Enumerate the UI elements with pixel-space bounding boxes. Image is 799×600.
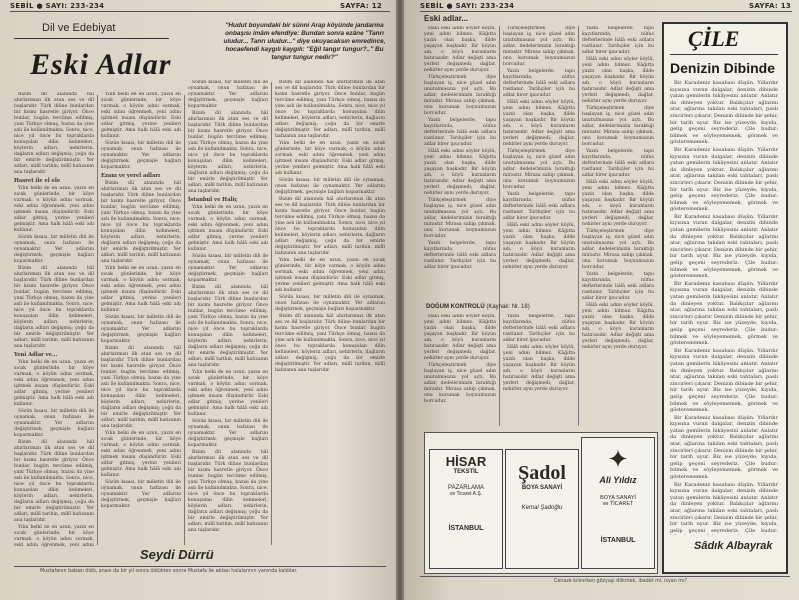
ad-hisar: HİSAR TEKSTİL PAZARLAMA ve Ticaret A.Ş. İSTANBUL <box>429 449 503 569</box>
right-page-footer: Cenaze kılınırken gözyaşı dökmek, ibadet mi, isyan mı? <box>554 579 687 584</box>
ad-ali-yildiz: ✦ Ali Yıldız BOYA SANAYİ ve TİCARET İSTANBUL <box>581 437 655 569</box>
continued-title: Eski adlar... <box>424 14 469 23</box>
cile-text: Bir Karadeniz kasabası düşün. Yıllardır kıyısına vuran dalgalar, denizin dibinde yatan gemilerin hikâyesini anlatır. Anlatır da dinleyen yoktur. Balıkçılar ağlarını atar, ağlarına takılan eski tahtaları, paslı zincirleri çıkarır. Denizin dibinde bir şehir, bir tarih uyur. Biz ise yüzeyde, kıyıda, gelip geçeni seyrederiz. Çile budur: bilmek ve söyleyememek, görmek ve gösterememek. Bir Karadeniz kasabası düşün. Yıllardır kıyısına vuran dalgalar, denizin dibinde yatan gemilerin hikâyesini anlatır. Anlatır da dinleyen yoktur. Balıkçılar ağlarını atar, ağlarına takılan eski tahtaları, paslı zincirleri çıkarır. Denizin dibinde bir şehir, bir tarih uyur. Biz ise yüzeyde, kıyıda, gelip geçeni seyrederiz. Çile budur: bilmek ve söyleyememek, görmek ve gösterememek. Bir Karadeniz kasabası düşün. Yıllardır kıyısına vuran dalgalar, denizin dibinde yatan gemilerin hikâyesini anlatır. Anlatır da dinleyen yoktur. Balıkçılar ağlarını atar, ağlarına takılan eski tahtaları, paslı zincirleri çıkarır. Denizin dibinde bir şehir, bir tarih uyur. Biz ise yüzeyde, kıyıda, gelip geçeni seyrederiz. Çile budur: bilmek ve söyleyememek, görmek ve gösterememek. Bir Karadeniz kasabası düşün. Yıllardır kıyısına vuran dalgalar, denizin dibinde yatan gemilerin hikâyesini anlatır. Anlatır da dinleyen yoktur. Balıkçılar ağlarını atar, ağlarına takılan eski tahtaları, paslı zincirleri çıkarır. Denizin dibinde bir şehir, bir tarih uyur. Biz ise yüzeyde, kıyıda, gelip geçeni seyrederiz. Çile budur: bilmek ve söyleyememek, görmek ve gösterememek. Bir Karadeniz kasabası düşün. Yıllardır kıyısına vuran dalgalar, denizin dibinde yatan gemilerin hikâyesini anlatır. Anlatır da dinleyen yoktur. Balıkçılar ağlarını atar, ağlarına takılan eski tahtaları, paslı zincirleri çıkarır. Denizin dibinde bir şehir, bir tarih uyur. Biz ise yüzeyde, kıyıda, gelip geçeni seyrederiz. Çile budur: bilmek ve söyleyememek, görmek ve gösterememek. Bir Karadeniz kasabası düşün. Yıllardır kıyısına vuran dalgalar, denizin dibinde yatan gemilerin hikâyesini anlatır. Anlatır da dinleyen yoktur. Balıkçılar ağlarını atar, ağlarına takılan eski tahtaları, paslı zincirleri çıkarır. Denizin dibinde bir şehir, bir tarih uyur. Biz ise yüzeyde, kıyıda, gelip geçeni seyrederiz. Çile budur: bilmek ve söyleyememek, görmek ve gösterememek. Bir Karadeniz kasabası düşün. Yıllardır kıyısına vuran dalgalar, denizin dibinde yatan gemilerin hikâyesini anlatır. Anlatır da dinleyen yoktur. Balıkçılar ağlarını atar, ağlarına takılan eski tahtaları, paslı zincirleri çıkarır. Denizin dibinde bir şehir, bir tarih uyur. Biz ise yüzeyde, kıyıda, gelip geçeni seyrederiz. Çile budur: <box>670 80 778 534</box>
column-divider <box>184 95 185 545</box>
section-label: Dil ve Edebiyat <box>42 22 116 34</box>
column-divider <box>97 95 98 545</box>
left-page-header: SEBİL ● SAYI: 233-234 <box>10 2 105 10</box>
cile-label: ÇİLE <box>688 26 740 51</box>
text-column-5: Hâlâ eski adını söyler köylü, yeni adını bilmez. Kâğıtta yazılı olan başka, dilde yaşayan başkadır. Bir köyün adı, o köyü kuranların hatırasıdır. Adlar değişti ama yerleri değişmedi; dağlar, nehirler aynı yerde duruyor. Türkçeleştirmek diye başlayan iş, nice güzel adın unutulmasına yol açtı. Bu adlar, dedelerimizin bıraktığı mirastır. Mirasa sahip çıkmak, onu korumak boynumuzun borcudur. Yazılı belgelerde, tapu kayıtlarında, nüfus defterlerinde hâlâ eski adlara rastlanır. Tarihçiler için bu adlar birer ipucudur. Hâlâ eski adını söyler köylü, yeni adını bilmez. Kâğıtta yazılı olan başka, dilde yaşayan başkadır. Bir köyün adı, o köyü kuranların hatırasıdır. Adlar değişti ama yerleri değişmedi; dağlar, nehirler aynı yerde duruyor. Türkçeleştirmek diye başlayan iş, nice güzel adın unutulmasına yol açtı. Bu adlar, dedelerimizin bıraktığı mirastır. Mirasa sahip çıkmak, onu korumak boynumuzun borcudur. Yazılı belgelerde, tapu kayıtlarında, nüfus defterlerinde hâlâ eski adlara rastlanır. Tarihçiler için bu adlar birer ipucudur. <box>424 26 496 270</box>
right-page-header: SEBİL ● SAYI: 233-234 <box>420 2 515 10</box>
text-column-1: Bizim dil alanında hâl ahırlarımızı ilk atan ses ve dil başlarıdır. Türk diline bunlardan bir kısmı hasretle giriyor. Önce bunlar, bugün tercüme edilmiş, yani Türkçe olmuş, bazısı da yine aslı ile kullanılmakta. Sonra, nice, nice yıl önce bu topraklarda konuşulan dilin kelimeleri, köylerin adları, nehirlerin, dağların adları değişmiş; çoğu da bir emirle değiştirilmiştir. Yer adları, millî tarihin, millî hafızanın ana taşlarıdır. Hasret ile el ele Yılın belki de en uzun, yazın en sıcak günlerinde, bir köye varmak, o köyün adını sormak, eski adını öğrenmek, yeni adını işitmek insanı düşündürür. Eski adlar gitmiş, yerine yenileri gelmiştir. Ama halk hâlâ eski adı kullanır. Sözün kısası, bir milletin dili ile oynamak, onun hafızası ile oynamaktır. Yer adlarını değiştirmek, geçmişle bağları koparmaktır. Bizim dil alanında hâl ahırlarımızı ilk atan ses ve dil başlarıdır. Türk diline bunlardan bir kısmı hasretle giriyor. Önce bunlar, bugün tercüme edilmiş, yani Türkçe olmuş, bazısı da yine aslı ile kullanılmakta. Sonra, nice, nice yıl önce bu topraklarda konuşulan dilin kelimeleri, köylerin adları, nehirlerin, dağların adları değişmiş; çoğu da bir emirle değiştirilmiştir. Yer adları, millî tarihin, millî hafızanın ana taşlarıdır. Yeni Adlar ve... Yılın belki de en uzun, yazın en sıcak günlerinde, bir köye varmak, o köyün adını sormak, eski adını öğrenmek, yeni adını işitmek insanı düşündürür. Eski adlar gitmiş, yerine yenileri gelmiştir. Ama halk hâlâ eski adı kullanır. Sözün kısası, bir milletin dili ile oynamak, onun hafızası ile oynamaktır. Yer adlarını değiştirmek, geçmişle bağları koparmaktır. Bizim dil alanında hâl ahırlarımızı ilk atan ses ve dil başlarıdır. Türk diline bunlardan bir kısmı hasretle giriyor. Önce bunlar, bugün tercüme edilmiş, yani Türkçe olmuş, bazısı da yine aslı ile kullanılmakta. Sonra, nice, nice yıl önce bu topraklarda konuşulan dilin kelimeleri, köylerin adları, nehirlerin, dağların adları değişmiş; çoğu da bir emirle değiştirilmiştir. Yer adları, millî tarihin, millî hafızanın ana taşlarıdır. Yılın belki de en uzun, yazın en sıcak günlerinde, bir köye varmak, o köyün adını sormak, eski adını öğrenmek, yeni adını <box>14 92 94 547</box>
section-rule <box>14 38 169 39</box>
article-title: Eski Adlar <box>30 48 172 81</box>
right-page <box>404 0 799 600</box>
subhead-dogum-kontrolu: DOĞUM KONTROLÜ (Kaynak: Nr. 18) <box>426 304 530 310</box>
footer-rule <box>14 566 386 567</box>
ad-sadol: Şadol BOYA SANAYİ Kemal Şadoğlu <box>505 449 579 569</box>
star-logo-icon: ✦ <box>607 444 629 474</box>
subhead: Hasret ile el ele <box>14 178 61 184</box>
header-rule <box>10 11 390 12</box>
text-column-3: Sözün kısası, bir milletin dili ile oynamak, onun hafızası ile oynamaktır. Yer adlarını değiştirmek, geçmişle bağları koparmaktır. Bizim dil alanında hâl ahırlarımızı ilk atan ses ve dil başlarıdır. Türk diline bunlardan bir kısmı hasretle giriyor. Önce bunlar, bugün tercüme edilmiş, yani Türkçe olmuş, bazısı da yine aslı ile kullanılmakta. Sonra, nice, nice yıl önce bu topraklarda konuşulan dilin kelimeleri, köylerin adları, nehirlerin, dağların adları değişmiş; çoğu da bir emirle değiştirilmiştir. Yer adları, millî tarihin, millî hafızanın ana taşlarıdır. İstanbul ve Haliç Yılın belki de en uzun, yazın en sıcak günlerinde, bir köye varmak, o köyün adını sormak, eski adını öğrenmek, yeni adını işitmek insanı düşündürür. Eski adlar gitmiş, yerine yenileri gelmiştir. Ama halk hâlâ eski adı kullanır. Sözün kısası, bir milletin dili ile oynamak, onun hafızası ile oynamaktır. Yer adlarını değiştirmek, geçmişle bağları koparmaktır. Bizim dil alanında hâl ahırlarımızı ilk atan ses ve dil başlarıdır. Türk diline bunlardan bir kısmı hasretle giriyor. Önce bunlar, bugün tercüme edilmiş, yani Türkçe olmuş, bazısı da yine aslı ile kullanılmakta. Sonra, nice, nice yıl önce bu topraklarda konuşulan dilin kelimeleri, köylerin adları, nehirlerin, dağların adları değişmiş; çoğu da bir emirle değiştirilmiştir. Yer adları, millî tarihin, millî hafızanın ana taşlarıdır. Yılın belki de en uzun, yazın en sıcak günlerinde, bir köye varmak, o köyün adını sormak, eski adını öğrenmek, yeni adını işitmek insanı düşündürür. Eski adlar gitmiş, yerine yenileri gelmiştir. Ama halk hâlâ eski adı kullanır. Sözün kısası, bir milletin dili ile oynamak, onun hafızası ile oynamaktır. Yer adlarını değiştirmek, geçmişle bağları koparmaktır. Bizim dil alanında hâl ahırlarımızı ilk atan ses ve dil başlarıdır. Türk diline bunlardan bir kısmı hasretle giriyor. Önce bunlar, bugün tercüme edilmiş, yani Türkçe olmuş, bazısı da yine aslı ile kullanılmakta. Sonra, nice, nice yıl önce bu topraklarda konuşulan dilin kelimeleri, köylerin adları, nehirlerin, dağların adları değişmiş; çoğu da bir emirle değiştirilmiştir. Yer adları, millî tarihin, millî hafızanın ana taşlarıdır. <box>188 80 268 533</box>
column-divider <box>271 82 272 545</box>
text-column-8: Hâlâ eski adını söyler köylü, yeni adını bilmez. Kâğıtta yazılı olan başka, dilde yaşayan başkadır. Bir köyün adı, o köyü kuranların hatırasıdır. Adlar değişti ama yerleri değişmedi; dağlar, nehirler aynı yerde duruyor. Türkçeleştirmek diye başlayan iş, nice güzel adın unutulmasına yol açtı. Bu adlar, dedelerimizin bıraktığı mirastır. Mirasa sahip çıkmak, onu korumak boynumuzun borcudur. <box>424 314 496 404</box>
column-divider <box>499 26 500 426</box>
text-column-9: Yazılı belgelerde, tapu kayıtlarında, nüfus defterlerinde hâlâ eski adlara rastlanır. Tarihçiler için bu adlar birer ipucudur. Hâlâ eski adını söyler köylü, yeni adını bilmez. Kâğıtta yazılı olan başka, dilde yaşayan başkadır. Bir köyün adı, o köyü kuranların hatırasıdır. Adlar değişti ama yerleri değişmedi; dağlar, nehirler aynı yerde duruyor. <box>503 314 575 392</box>
footer-rule <box>420 576 790 577</box>
advertisement-block <box>424 432 658 574</box>
cile-rule <box>670 54 778 55</box>
subhead: Yeni Adlar ve... <box>14 352 58 358</box>
pull-quote: "Hudut boyundaki bir sünni Arap köyünde jandarma onbaşısı imâm efendiye: Bundan sonra ezâne ''Tanrı uludur... Tanrı uludur...'' diye okuyacaksın emredince, hocaefendi kaygılı kaygılı: ''Eğil tangır tungur?..'' Bu tangur tungur nedir?" <box>223 22 386 61</box>
subhead: Ezanı ve yerel adları <box>101 173 161 179</box>
text-column-6: Türkçeleştirmek diye başlayan iş, nice güzel adın unutulmasına yol açtı. Bu adlar, dedelerimizin bıraktığı mirastır. Mirasa sahip çıkmak, onu korumak boynumuzun borcudur. Yazılı belgelerde, tapu kayıtlarında, nüfus defterlerinde hâlâ eski adlara rastlanır. Tarihçiler için bu adlar birer ipucudur. Hâlâ eski adını söyler köylü, yeni adını bilmez. Kâğıtta yazılı olan başka, dilde yaşayan başkadır. Bir köyün adı, o köyü kuranların hatırasıdır. Adlar değişti ama yerleri değişmedi; dağlar, nehirler aynı yerde duruyor. Türkçeleştirmek diye başlayan iş, nice güzel adın unutulmasına yol açtı. Bu adlar, dedelerimizin bıraktığı mirastır. Mirasa sahip çıkmak, onu korumak boynumuzun borcudur. Yazılı belgelerde, tapu kayıtlarında, nüfus defterlerinde hâlâ eski adlara rastlanır. Tarihçiler için bu adlar birer ipucudur. Hâlâ eski adını söyler köylü, yeni adını bilmez. Kâğıtta yazılı olan başka, dilde yaşayan başkadır. Bir köyün adı, o köyü kuranların hatırasıdır. Adlar değişti ama yerleri değişmedi; dağlar, nehirler aynı yerde duruyor. <box>503 26 575 270</box>
subhead: İstanbul ve Haliç <box>188 197 238 203</box>
page-gutter <box>396 0 404 600</box>
text-column-4: Bizim dil alanında hâl ahırlarımızı ilk atan ses ve dil başlarıdır. Türk diline bunlardan bir kısmı hasretle giriyor. Önce bunlar, bugün tercüme edilmiş, yani Türkçe olmuş, bazısı da yine aslı ile kullanılmakta. Sonra, nice, nice yıl önce bu topraklarda konuşulan dilin kelimeleri, köylerin adları, nehirlerin, dağların adları değişmiş; çoğu da bir emirle değiştirilmiştir. Yer adları, millî tarihin, millî hafızanın ana taşlarıdır. Yılın belki de en uzun, yazın en sıcak günlerinde, bir köye varmak, o köyün adını sormak, eski adını öğrenmek, yeni adını işitmek insanı düşündürür. Eski adlar gitmiş, yerine yenileri gelmiştir. Ama halk hâlâ eski adı kullanır. Sözün kısası, bir milletin dili ile oynamak, onun hafızası ile oynamaktır. Yer adlarını değiştirmek, geçmişle bağları koparmaktır. Bizim dil alanında hâl ahırlarımızı ilk atan ses ve dil başlarıdır. Türk diline bunlardan bir kısmı hasretle giriyor. Önce bunlar, bugün tercüme edilmiş, yani Türkçe olmuş, bazısı da yine aslı ile kullanılmakta. Sonra, nice, nice yıl önce bu topraklarda konuşulan dilin kelimeleri, köylerin adları, nehirlerin, dağların adları değişmiş; çoğu da bir emirle değiştirilmiştir. Yer adları, millî tarihin, millî hafızanın ana taşlarıdır. Yılın belki de en uzun, yazın en sıcak günlerinde, bir köye varmak, o köyün adını sormak, eski adını öğrenmek, yeni adını işitmek insanı düşündürür. Eski adlar gitmiş, yerine yenileri gelmiştir. Ama halk hâlâ eski adı kullanır. Sözün kısası, bir milletin dili ile oynamak, onun hafızası ile oynamaktır. Yer adlarını değiştirmek, geçmişle bağları koparmaktır. Bizim dil alanında hâl ahırlarımızı ilk atan ses ve dil başlarıdır. Türk diline bunlardan bir kısmı hasretle giriyor. Önce bunlar, bugün tercüme edilmiş, yani Türkçe olmuş, bazısı da yine aslı ile kullanılmakta. Sonra, nice, nice yıl önce bu topraklarda konuşulan dilin kelimeleri, köylerin adları, nehirlerin, dağların adları değişmiş; çoğu da bir emirle değiştirilmiştir. Yer adları, millî tarihin, millî hafızanın ana taşlarıdır. <box>275 80 385 373</box>
text-column-7: Yazılı belgelerde, tapu kayıtlarında, nüfus defterlerinde hâlâ eski adlara rastlanır. Tarihçiler için bu adlar birer ipucudur. Hâlâ eski adını söyler köylü, yeni adını bilmez. Kâğıtta yazılı olan başka, dilde yaşayan başkadır. Bir köyün adı, o köyü kuranların hatırasıdır. Adlar değişti ama yerleri değişmedi; dağlar, nehirler aynı yerde duruyor. Türkçeleştirmek diye başlayan iş, nice güzel adın unutulmasına yol açtı. Bu adlar, dedelerimizin bıraktığı mirastır. Mirasa sahip çıkmak, onu korumak boynumuzun borcudur. Yazılı belgelerde, tapu kayıtlarında, nüfus defterlerinde hâlâ eski adlara rastlanır. Tarihçiler için bu adlar birer ipucudur. Hâlâ eski adını söyler köylü, yeni adını bilmez. Kâğıtta yazılı olan başka, dilde yaşayan başkadır. Bir köyün adı, o köyü kuranların hatırasıdır. Adlar değişti ama yerleri değişmedi; dağlar, nehirler aynı yerde duruyor. Türkçeleştirmek diye başlayan iş, nice güzel adın unutulmasına yol açtı. Bu adlar, dedelerimizin bıraktığı mirastır. Mirasa sahip çıkmak, onu korumak boynumuzun borcudur. Yazılı belgelerde, tapu kayıtlarında, nüfus defterlerinde hâlâ eski adlara rastlanır. Tarihçiler için bu adlar birer ipucudur. Hâlâ eski adını söyler köylü, yeni adını bilmez. Kâğıtta yazılı olan başka, dilde yaşayan başkadır. Bir köyün adı, o köyü kuranların hatırasıdır. Adlar değişti ama yerleri değişmedi; dağlar, nehirler aynı yerde duruyor. <box>582 26 654 350</box>
column-divider <box>578 26 579 426</box>
author-signature: Seydi Dürrü <box>140 547 214 562</box>
header-rule <box>420 11 792 12</box>
left-page <box>0 0 396 600</box>
cile-author: Sâdık Albayrak <box>694 540 773 552</box>
right-page-number: SAYFA: 13 <box>749 2 792 10</box>
cile-title: Denizin Dibinde <box>670 60 775 76</box>
text-column-2: Yılın belki de en uzun, yazın en sıcak günlerinde, bir köye varmak, o köyün adını sormak, eski adını öğrenmek, yeni adını işitmek insanı düşündürür. Eski adlar gitmiş, yerine yenileri gelmiştir. Ama halk hâlâ eski adı kullanır. Sözün kısası, bir milletin dili ile oynamak, onun hafızası ile oynamaktır. Yer adlarını değiştirmek, geçmişle bağları koparmaktır. Ezanı ve yerel adları Bizim dil alanında hâl ahırlarımızı ilk atan ses ve dil başlarıdır. Türk diline bunlardan bir kısmı hasretle giriyor. Önce bunlar, bugün tercüme edilmiş, yani Türkçe olmuş, bazısı da yine aslı ile kullanılmakta. Sonra, nice, nice yıl önce bu topraklarda konuşulan dilin kelimeleri, köylerin adları, nehirlerin, dağların adları değişmiş; çoğu da bir emirle değiştirilmiştir. Yer adları, millî tarihin, millî hafızanın ana taşlarıdır. Yılın belki de en uzun, yazın en sıcak günlerinde, bir köye varmak, o köyün adını sormak, eski adını öğrenmek, yeni adını işitmek insanı düşündürür. Eski adlar gitmiş, yerine yenileri gelmiştir. Ama halk hâlâ eski adı kullanır. Sözün kısası, bir milletin dili ile oynamak, onun hafızası ile oynamaktır. Yer adlarını değiştirmek, geçmişle bağları koparmaktır. Bizim dil alanında hâl ahırlarımızı ilk atan ses ve dil başlarıdır. Türk diline bunlardan bir kısmı hasretle giriyor. Önce bunlar, bugün tercüme edilmiş, yani Türkçe olmuş, bazısı da yine aslı ile kullanılmakta. Sonra, nice, nice yıl önce bu topraklarda konuşulan dilin kelimeleri, köylerin adları, nehirlerin, dağların adları değişmiş; çoğu da bir emirle değiştirilmiştir. Yer adları, millî tarihin, millî hafızanın ana taşlarıdır. Yılın belki de en uzun, yazın en sıcak günlerinde, bir köye varmak, o köyün adını sormak, eski adını öğrenmek, yeni adını işitmek insanı düşündürür. Eski adlar gitmiş, yerine yenileri gelmiştir. Ama halk hâlâ eski adı kullanır. Sözün kısası, bir milletin dili ile oynamak, onun hafızası ile oynamaktır. Yer adlarını değiştirmek, geçmişle bağları koparmaktır. <box>101 92 181 509</box>
left-page-number: SAYFA: 12 <box>340 2 383 10</box>
left-page-footer: Mustafanın babası öldü, anası da bir yıl sonra öldükten sonra Mustafa ile ablası halalarının yanında kaldılar. <box>40 569 298 574</box>
